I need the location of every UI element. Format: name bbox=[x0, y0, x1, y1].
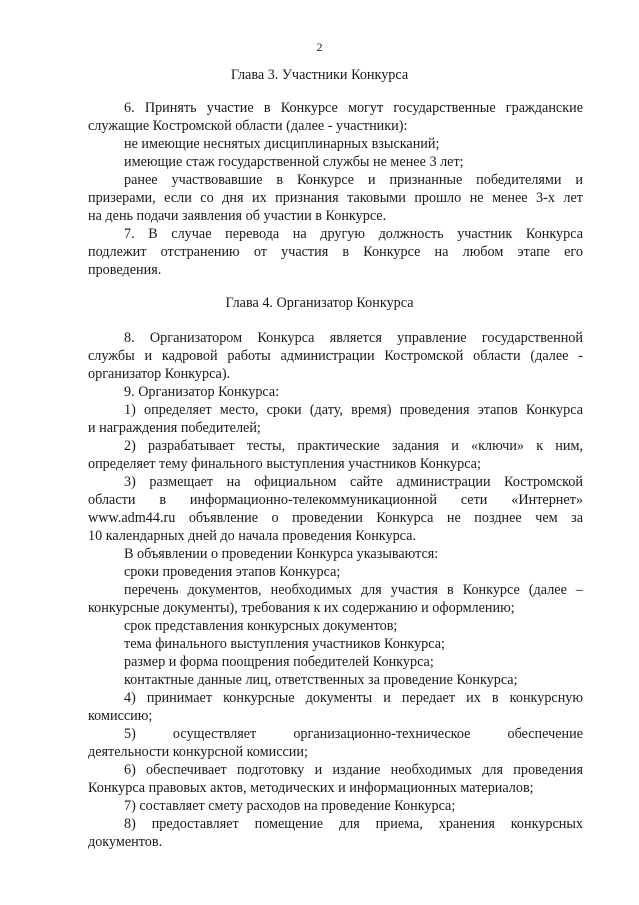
paragraph-line: контактные данные лиц, ответственных за проведение Конкурса; bbox=[124, 672, 518, 688]
paragraph-line: 1) определяет место, сроки (дату, время) проведения этапов Конкурса bbox=[124, 402, 583, 418]
paragraph-line: размер и форма поощрения победителей Конкурса; bbox=[124, 654, 434, 670]
paragraph-line: Конкурса правовых актов, методических и информационных материалов; bbox=[88, 780, 534, 796]
paragraph-line: не имеющие неснятых дисциплинарных взысканий; bbox=[124, 136, 440, 152]
paragraph-line: и награждения победителей; bbox=[88, 420, 261, 436]
page-number: 2 bbox=[316, 40, 323, 54]
paragraph-line: 7) составляет смету расходов на проведение Конкурса; bbox=[124, 798, 456, 814]
paragraph-line: тема финального выступления участников Конкурса; bbox=[124, 636, 445, 652]
paragraph-line: имеющие стаж государственной службы не менее 3 лет; bbox=[124, 154, 464, 170]
paragraph-line: перечень документов, необходимых для участия в Конкурсе (далее – bbox=[124, 582, 583, 598]
paragraph-line: призерами, если со дня их признания таковыми прошло не менее 3-х лет bbox=[88, 190, 583, 206]
paragraph-line: ранее участвовавшие в Конкурсе и признанные победителями и bbox=[124, 172, 583, 188]
paragraph-line: сроки проведения этапов Конкурса; bbox=[124, 564, 341, 580]
chapter-3-heading: Глава 3. Участники Конкурса bbox=[230, 67, 409, 83]
paragraph-line: 4) принимает конкурсные документы и передает их в конкурсную bbox=[124, 690, 583, 706]
paragraph-line: на день подачи заявления об участии в Конкурсе. bbox=[88, 208, 387, 224]
paragraph-line: срок представления конкурсных документов; bbox=[124, 618, 398, 634]
paragraph-line: области в информационно-телекоммуникационной сети «Интернет» bbox=[88, 492, 583, 508]
paragraph-line: деятельности конкурсной комиссии; bbox=[88, 744, 308, 760]
paragraph-line: определяет тему финального выступления участников Конкурса; bbox=[88, 456, 481, 472]
paragraph-line: 8. Организатором Конкурса является управление государственной bbox=[124, 330, 583, 346]
paragraph-line: подлежит отстранению от участия в Конкурсе на любом этапе его bbox=[88, 244, 583, 260]
paragraph-line: проведения. bbox=[88, 262, 162, 278]
paragraph-line: 9. Организатор Конкурса: bbox=[124, 384, 280, 400]
chapter-4-heading: Глава 4. Организатор Конкурса bbox=[225, 295, 414, 311]
paragraph-line: www.adm44.ru объявление о проведении Конкурса не позднее чем за bbox=[88, 510, 583, 526]
paragraph-line: 5) осуществляет организационно-техническое обеспечение bbox=[124, 726, 583, 742]
paragraph-line: организатор Конкурса). bbox=[88, 366, 231, 382]
paragraph-line: 6) обеспечивает подготовку и издание необходимых для проведения bbox=[124, 762, 583, 778]
paragraph-line: документов. bbox=[88, 834, 163, 850]
paragraph-line: 6. Принять участие в Конкурсе могут государственные гражданские bbox=[124, 100, 583, 116]
paragraph-line: 3) размещает на официальном сайте администрации Костромской bbox=[124, 474, 583, 490]
paragraph-line: служащие Костромской области (далее - участники): bbox=[88, 118, 408, 134]
paragraph-line: конкурсные документы), требования к их содержанию и оформлению; bbox=[88, 600, 515, 616]
paragraph-line: 2) разрабатывает тесты, практические задания и «ключи» к ним, bbox=[124, 438, 583, 454]
paragraph-line: 10 календарных дней до начала проведения Конкурса. bbox=[88, 528, 417, 544]
paragraph-line: 8) предоставляет помещение для приема, хранения конкурсных bbox=[124, 816, 583, 832]
paragraph-line: комиссию; bbox=[88, 708, 153, 724]
paragraph-line: 7. В случае перевода на другую должность участник Конкурса bbox=[124, 226, 583, 242]
paragraph-line: В объявлении о проведении Конкурса указываются: bbox=[124, 546, 439, 562]
paragraph-line: службы и кадровой работы администрации Костромской области (далее - bbox=[88, 348, 583, 364]
